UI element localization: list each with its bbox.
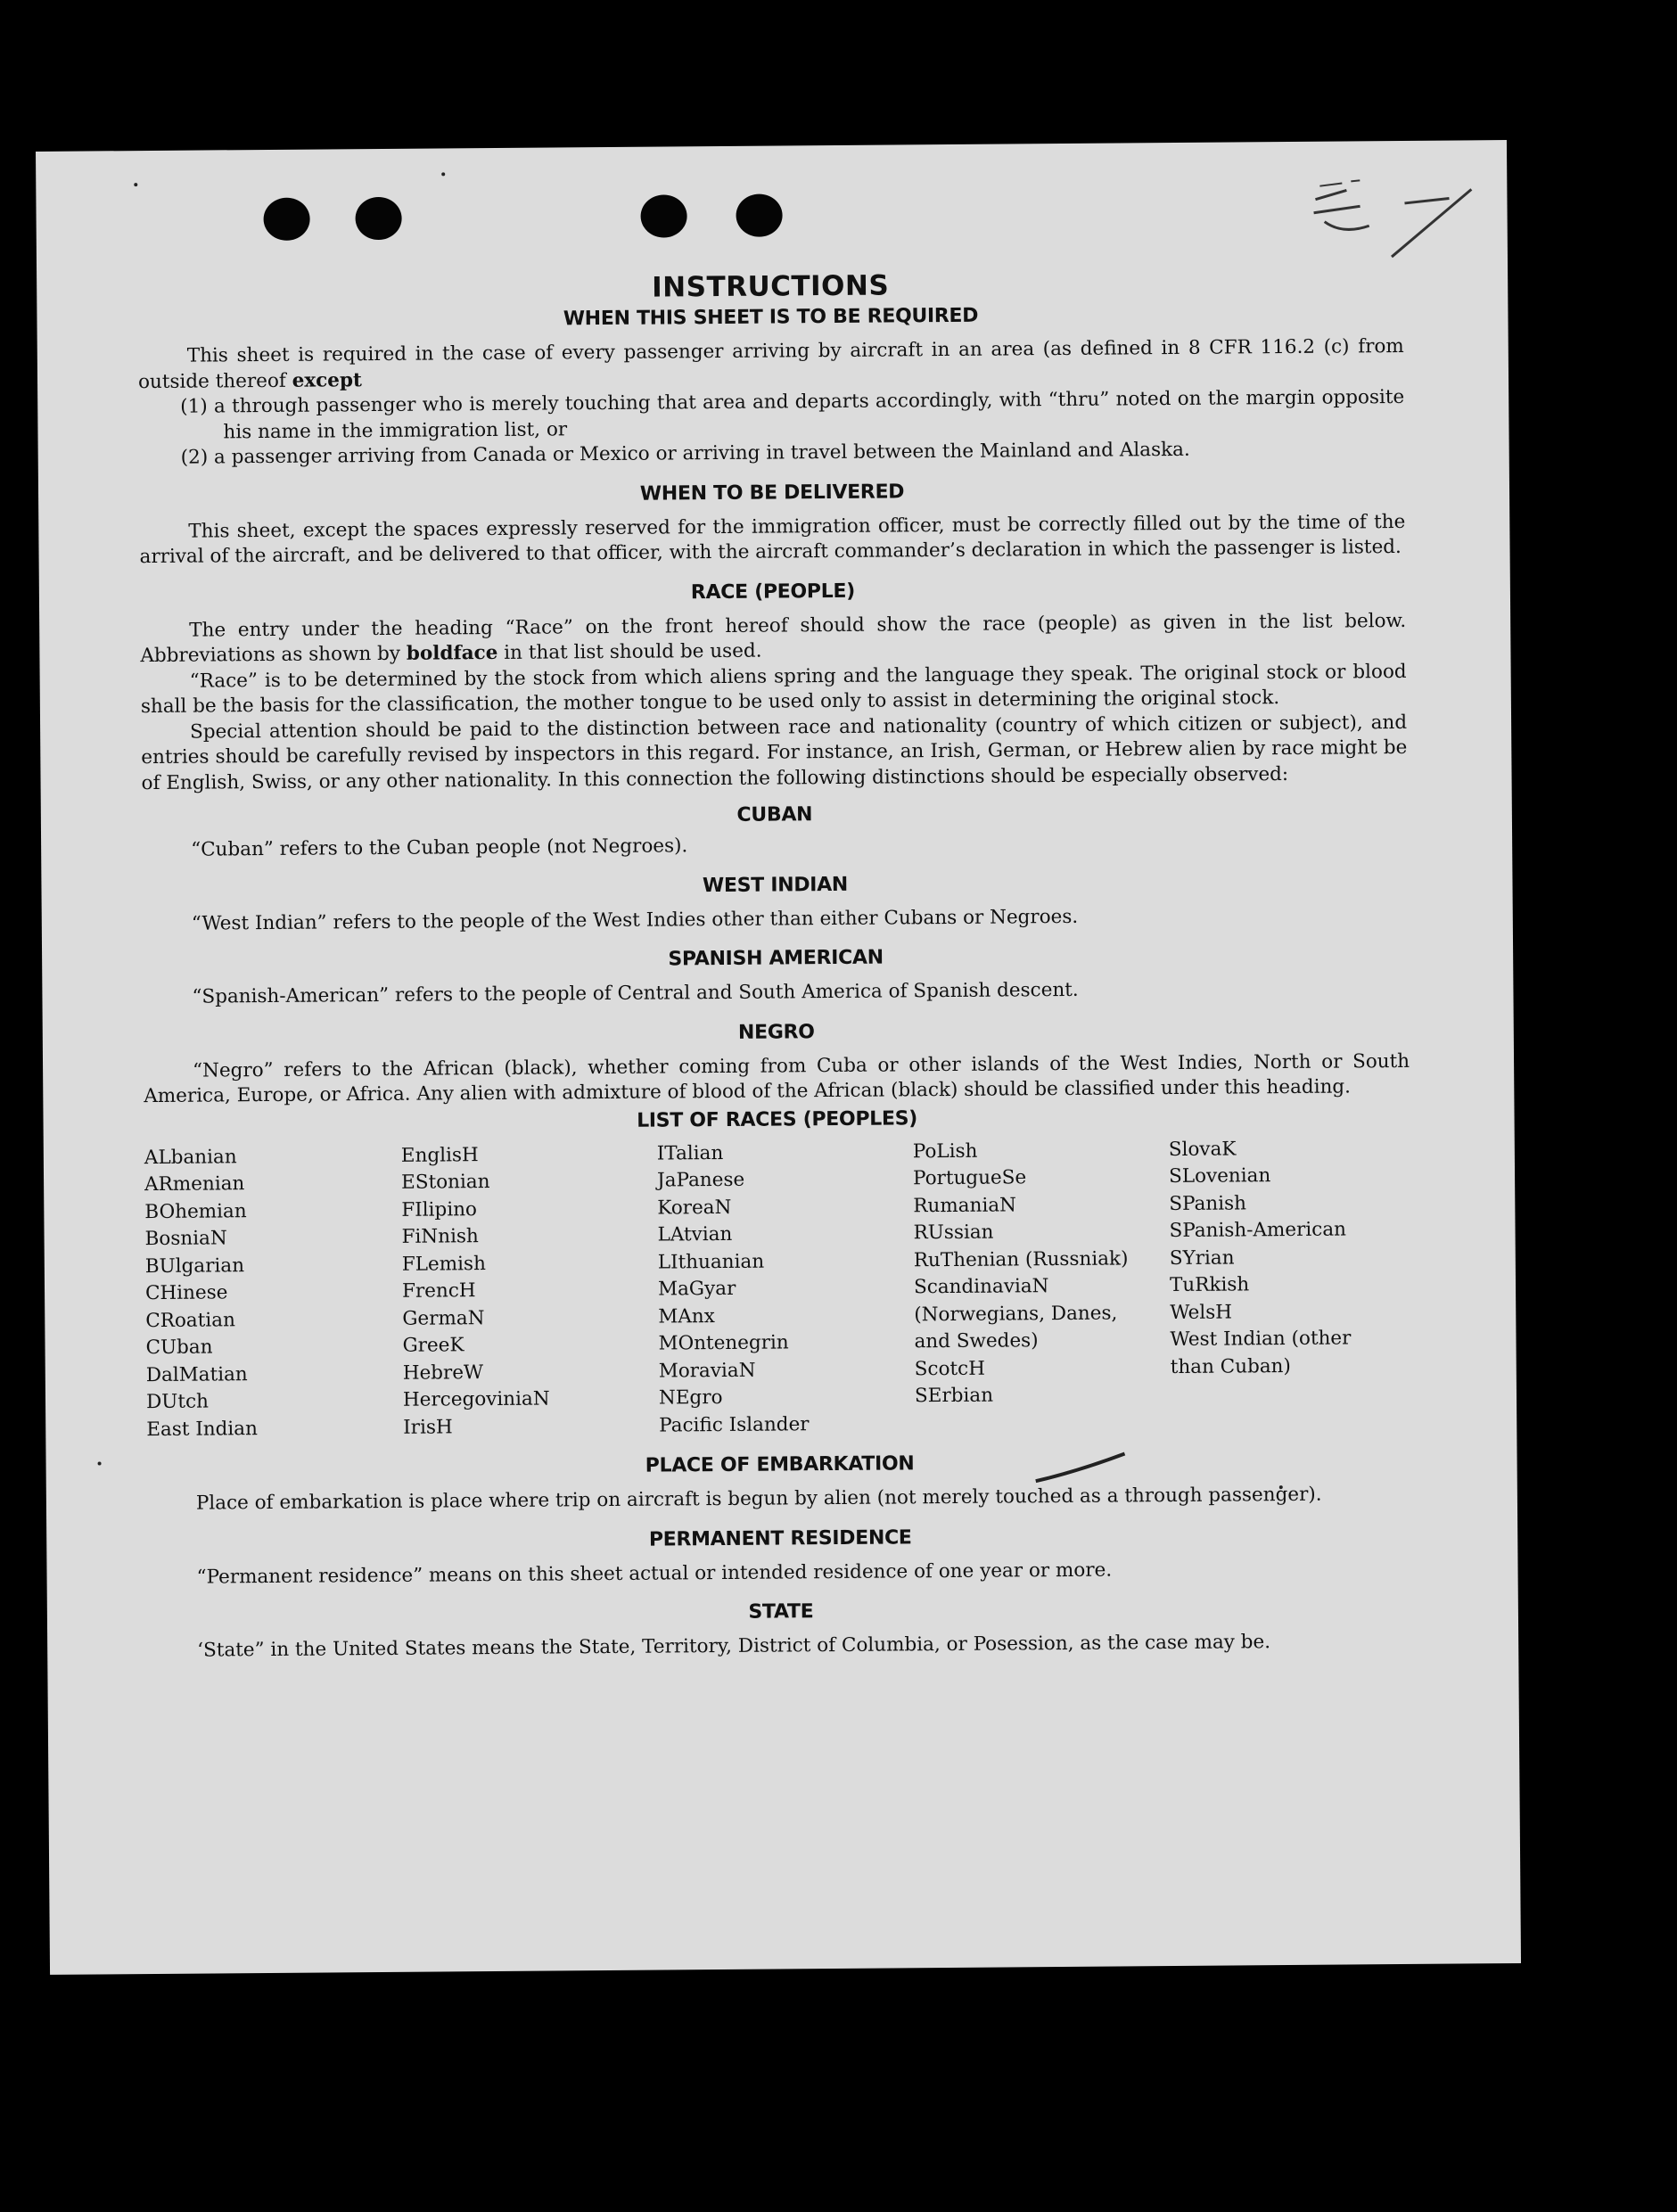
punch-hole [736, 193, 782, 236]
race-item: PoLish [912, 1139, 978, 1163]
race-item: East Indian [146, 1417, 259, 1441]
heading-race: RACE (PEOPLE) [690, 580, 856, 604]
race-item: BosniaN [144, 1227, 227, 1251]
heading-west-indian: WEST INDIAN [702, 873, 849, 897]
residence-text: “Permanent residence” means on this sheet actual or intended residence of one year or more. [196, 1558, 1113, 1589]
required-item-2: (2) a passenger arriving from Canada or Mexico or arriving in travel between the Mainland and Alaska. [180, 438, 1190, 469]
race-item: SLovenian [1168, 1164, 1271, 1188]
heading-embarkation: PLACE OF EMBARKATION [645, 1452, 915, 1477]
speck-mark [441, 172, 445, 176]
race-item: SlovaK [1168, 1137, 1237, 1161]
race-p1-text-end: in that list should be used. [504, 639, 762, 664]
race-item: SPanish [1169, 1191, 1247, 1215]
race-item: FIlipino [401, 1197, 478, 1221]
heading-when-delivered: WHEN TO BE DELIVERED [639, 480, 905, 506]
west-indian-text: “West Indian” refers to the people of the West Indies other than either Cubans or Negroes. [191, 905, 1079, 935]
race-paragraph-2: “Race” is to be determined by the stock from which aliens spring and the language they speak. The original stock or blood shall be the basis for the classification, the mother tongue to be used only to assist in determining the original stock. [140, 660, 1407, 719]
races-column [401, 1140, 660, 1442]
race-item: SErbian [914, 1384, 994, 1408]
race-item: ScotcH [914, 1357, 986, 1380]
race-item: ScandinaviaN (Norwegians, Danes, and Swedes) [913, 1275, 1118, 1353]
heading-list-of-races: LIST OF RACES (PEOPLES) [637, 1106, 918, 1132]
race-item: RumaniaN [913, 1193, 1017, 1217]
race-item: HebreW [402, 1361, 484, 1385]
required-intro-bold: except [292, 368, 362, 392]
race-item: IrisH [403, 1415, 453, 1439]
race-item: TuRkish [1169, 1273, 1250, 1297]
race-item: BUlgarian [144, 1254, 245, 1278]
race-item: LAtvian [657, 1222, 733, 1246]
heading-permanent-residence: PERMANENT RESIDENCE [648, 1525, 912, 1551]
race-p1-text: The entry under the heading “Race” on the front hereof should show the race (people) as given in the list below. Abbreviations as shown by [140, 609, 1407, 668]
delivered-text: This sheet, except the spaces expressly reserved for the immigration officer, must be correctly filled out by the time of the arrival of the aircraft, and be delivered to that officer, with the aircraft commander’s declaration in which the passenger is listed. [139, 510, 1406, 569]
race-item: FrencH [401, 1279, 476, 1303]
page-title: INSTRUCTIONS [652, 269, 890, 304]
race-p1-bold: boldface [406, 641, 498, 665]
race-item: SYrian [1169, 1246, 1235, 1270]
embarkation-text: Place of embarkation is place where trip on aircraft is begun by alien (not merely touched as a through passenger). [195, 1483, 1322, 1515]
punch-hole [355, 197, 401, 240]
required-item-1: (1) a through passenger who is merely touching that area and departs accordingly, with “thru” noted on the margin opposite his name in the immigration list, or [180, 385, 1405, 443]
race-item: EnglisH [400, 1143, 479, 1167]
races-column [657, 1139, 916, 1440]
races-column [144, 1142, 404, 1443]
spanish-american-text: “Spanish-American” refers to the people of Central and South America of Spanish descent. [192, 978, 1079, 1008]
race-item: RUssian [913, 1221, 994, 1245]
race-item: West Indian (other than Cuban) [1170, 1327, 1352, 1378]
race-item: RuThenian (Russniak) [913, 1246, 1129, 1271]
race-item: FiNnish [401, 1225, 479, 1248]
race-item: CUban [145, 1336, 213, 1360]
race-item: PortugueSe [912, 1166, 1027, 1190]
speck-mark [98, 1461, 102, 1465]
race-item: HercegoviniaN [402, 1387, 550, 1411]
speck-mark [134, 183, 137, 186]
document-sheet [36, 140, 1521, 1975]
race-item: KoreaN [657, 1196, 732, 1220]
corner-scribble-icon [1306, 171, 1476, 270]
race-item: CHinese [144, 1281, 228, 1305]
punch-hole [640, 194, 686, 237]
race-item: FLemish [401, 1252, 486, 1276]
race-item: NEgro [658, 1386, 723, 1410]
race-item: ITalian [656, 1141, 724, 1165]
race-item: GreeK [402, 1334, 464, 1357]
races-column [913, 1137, 1171, 1438]
race-item: MoraviaN [658, 1359, 756, 1383]
races-column [1169, 1135, 1403, 1436]
heading-spanish-american: SPANISH AMERICAN [668, 946, 884, 971]
race-item: MOntenegrin [658, 1331, 789, 1355]
race-item: JaPanese [656, 1168, 745, 1192]
negro-text: “Negro” refers to the African (black), whether coming from Cuba or other islands of the West Indies, North or South America, Europe, or Africa. Any alien with admixture of blood of the African (black) should be classified under this heading. [144, 1049, 1410, 1108]
heading-cuban: CUBAN [736, 803, 813, 826]
race-item: DUtch [145, 1390, 210, 1414]
races-list [144, 1134, 1413, 1443]
race-paragraph-3: Special attention should be paid to the distinction between race and nationality (country of which citizen or subject), and entries should be carefully revised by inspectors in this regard. For instance, an Irish, German, or Hebrew alien by race might be of English, Swiss, or any other nationality. In this connection the following distinctions should be especially observed: [141, 711, 1408, 794]
heading-state: STATE [748, 1600, 814, 1624]
race-item: GermaN [402, 1306, 485, 1330]
race-item: SPanish-American [1169, 1218, 1347, 1243]
race-item: WelsH [1170, 1301, 1233, 1324]
heading-when-required: WHEN THIS SHEET IS TO BE REQUIRED [563, 304, 979, 331]
punch-hole [263, 198, 309, 241]
heading-negro: NEGRO [737, 1020, 815, 1044]
race-item: ALbanian [144, 1145, 237, 1169]
instructions-body [137, 266, 1414, 1665]
state-text: ‘State” in the United States means the State, Territory, District of Columbia, or Posession, as the case may be. [197, 1631, 1271, 1662]
race-item: MAnx [658, 1304, 715, 1328]
race-item: ARmenian [144, 1172, 245, 1196]
race-item: EStonian [400, 1171, 490, 1194]
race-item: BOhemian [144, 1199, 247, 1223]
cuban-text: “Cuban” refers to the Cuban people (not Negroes). [191, 835, 688, 861]
race-item: LIthuanian [657, 1250, 765, 1274]
race-item: DalMatian [145, 1362, 248, 1386]
race-item: Pacific Islander [659, 1412, 810, 1437]
required-intro-text: This sheet is required in the case of every passenger arriving by aircraft in an area (as defined in 8 CFR 116.2 (c) from outside thereof [137, 334, 1404, 393]
race-item: MaGyar [657, 1277, 736, 1301]
race-item: CRoatian [145, 1308, 235, 1332]
